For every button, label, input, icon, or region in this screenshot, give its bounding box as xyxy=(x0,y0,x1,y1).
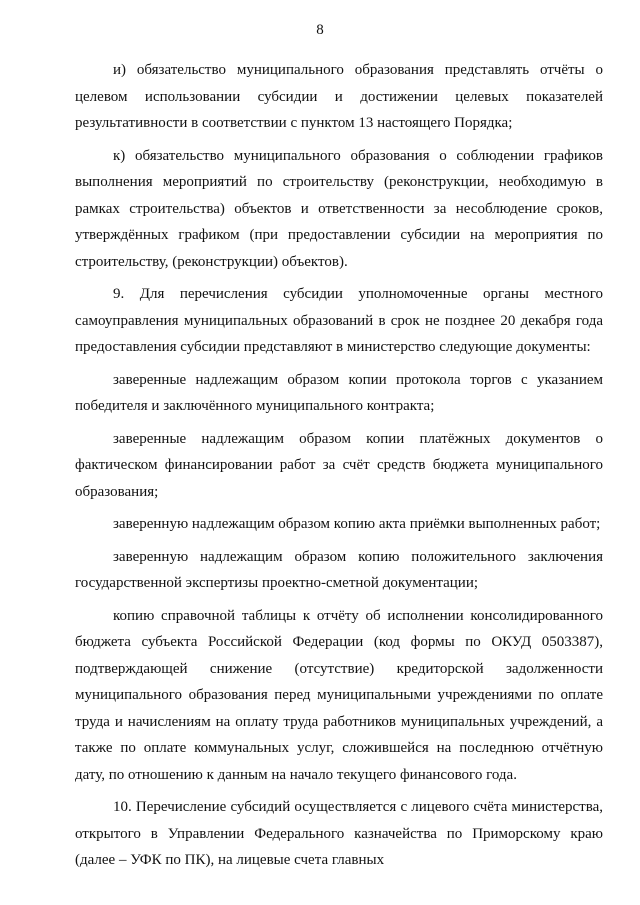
paragraph-item-i: и) обязательство муниципального образования представлять отчёты о целевом использовании субсидии и достижении целевых показателей результативности в соответствии с пунктом 13 настоящего Порядка; xyxy=(75,62,603,131)
paragraph-item-k: к) обязательство муниципального образования о соблюдении графиков выполнения мероприятий по строительству (реконструкции, необходимую в рамках строительства) объектов и ответственности за несоблюдение сроков, утверждённых графиком (при предоставлении субсидии на мероприятия по строительству, (реконструкции) объектов). xyxy=(75,147,603,270)
paragraph-document-payments: заверенные надлежащим образом копии платёжных документов о фактическом финансировании работ за счёт средств бюджета муниципального образования; xyxy=(75,430,603,500)
paragraph-document-acceptance-act: заверенную надлежащим образом копию акта приёмки выполненных работ; xyxy=(113,516,601,532)
paragraph-document-protocol: заверенные надлежащим образом копии протокола торгов с указанием победителя и заключённого муниципального контракта; xyxy=(75,371,603,414)
paragraph-document-expertise: заверенную надлежащим образом копию положительного заключения государственной экспертизы проектно-сметной документации; xyxy=(75,548,603,591)
document-body xyxy=(75,57,603,880)
paragraph-section-9: 9. Для перечисления субсидии уполномоченные органы местного самоуправления муниципальных образований в срок не позднее 20 декабря года предоставления субсидии представляют в министерство следующие документы: xyxy=(75,286,603,355)
page-number: 8 xyxy=(316,22,324,38)
paragraph-section-10: 10. Перечисление субсидий осуществляется с лицевого счёта министерства, открытого в Управлении Федерального казначейства по Приморскому краю (далее – УФК по ПК), на лицевые счета главных xyxy=(75,799,603,868)
paragraph-document-reference-table: копию справочной таблицы к отчёту об исполнении консолидированного бюджета субъекта Российской Федерации (код формы по ОКУД 0503387), подтверждающей снижение (отсутствие) кредиторской задолженности муниципального образования перед муниципальными учреждениями по оплате труда и начислениям на оплату труда работников муниципальных учреждений, а также по оплате коммунальных услуг, сложившейся на последнюю отчётную дату, по отношению к данным на начало текущего финансового года. xyxy=(75,607,603,783)
